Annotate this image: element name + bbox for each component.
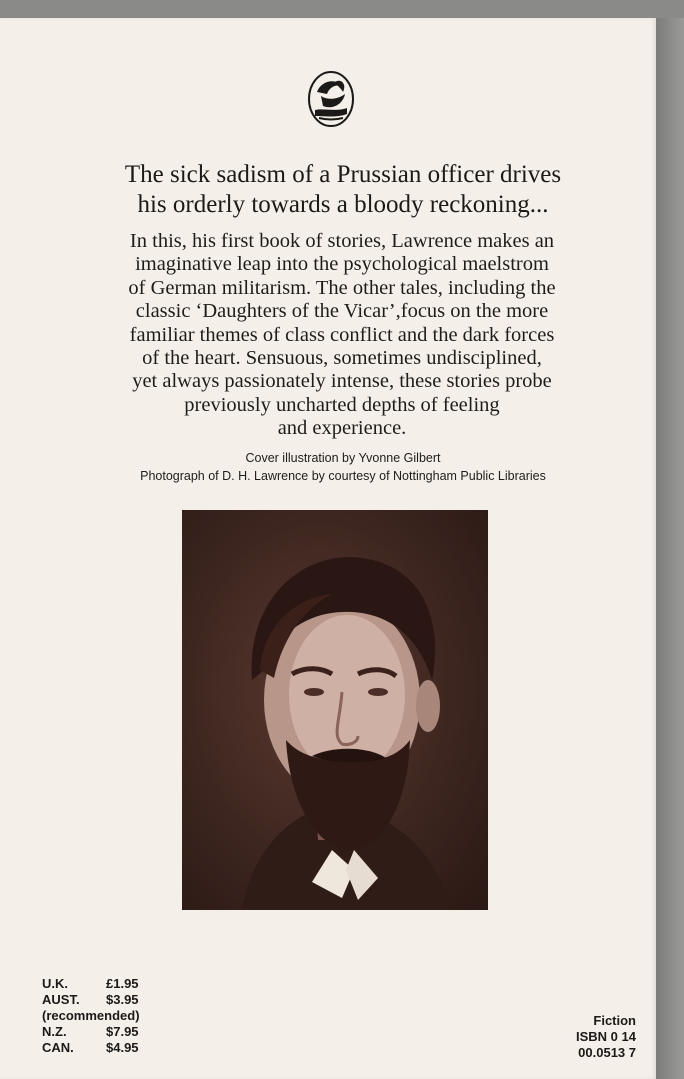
price-region: N.Z. xyxy=(42,1024,67,1039)
price-row xyxy=(42,1040,162,1056)
price-value: $7.95 xyxy=(106,1024,139,1039)
headline-line: The sick sadism of a Prussian officer drives xyxy=(124,161,562,188)
blurb-line: familiar themes of class conflict and the dark forces xyxy=(129,323,555,346)
penguin-icon xyxy=(307,70,355,128)
author-portrait xyxy=(182,510,488,910)
price-value: $3.95 xyxy=(106,992,139,1007)
price-region: U.K. xyxy=(42,976,68,991)
penguin-logo-svg xyxy=(307,70,355,128)
isbn-line: 00.0513 7 xyxy=(578,1045,636,1060)
classification-block xyxy=(576,1013,636,1061)
price-region: CAN. xyxy=(42,1040,74,1055)
portrait-illustration xyxy=(182,510,488,910)
price-value: $4.95 xyxy=(106,1040,139,1055)
blurb-line: previously uncharted depths of feeling xyxy=(184,393,500,416)
blurb-line: yet always passionately intense, these stories probe xyxy=(132,370,552,393)
price-list xyxy=(42,976,162,1056)
price-row xyxy=(42,992,162,1008)
blurb-line: classic ‘Daughters of the Vicar’,focus on the more xyxy=(135,300,549,323)
cover-illustration-credit: Cover illustration by Yvonne Gilbert xyxy=(245,451,441,465)
category-label: Fiction xyxy=(593,1013,636,1028)
price-row xyxy=(42,1024,162,1040)
headline-line: his orderly towards a bloody reckoning... xyxy=(137,191,549,218)
price-row xyxy=(42,976,162,992)
blurb-line: In this, his first book of stories, Lawrence makes an xyxy=(129,230,555,252)
blurb-line: of German militarism. The other tales, including the xyxy=(128,276,556,299)
price-region: AUST. xyxy=(42,992,80,1007)
price-row xyxy=(42,1008,162,1024)
cover-edge-shadow xyxy=(656,18,684,1079)
blurb-line: of the heart. Sensuous, sometimes undisciplined, xyxy=(142,347,542,370)
price-note: (recommended) xyxy=(42,1008,140,1023)
blurb xyxy=(74,230,610,441)
credits xyxy=(60,449,626,485)
isbn-line: ISBN 0 14 xyxy=(576,1029,636,1044)
photograph-credit: Photograph of D. H. Lawrence by courtesy of Nottingham Public Libraries xyxy=(140,469,546,483)
price-value: £1.95 xyxy=(106,976,139,991)
blurb-line: imaginative leap into the psychological maelstrom xyxy=(135,253,549,276)
blurb-line: and experience. xyxy=(277,417,407,440)
headline xyxy=(60,160,626,220)
